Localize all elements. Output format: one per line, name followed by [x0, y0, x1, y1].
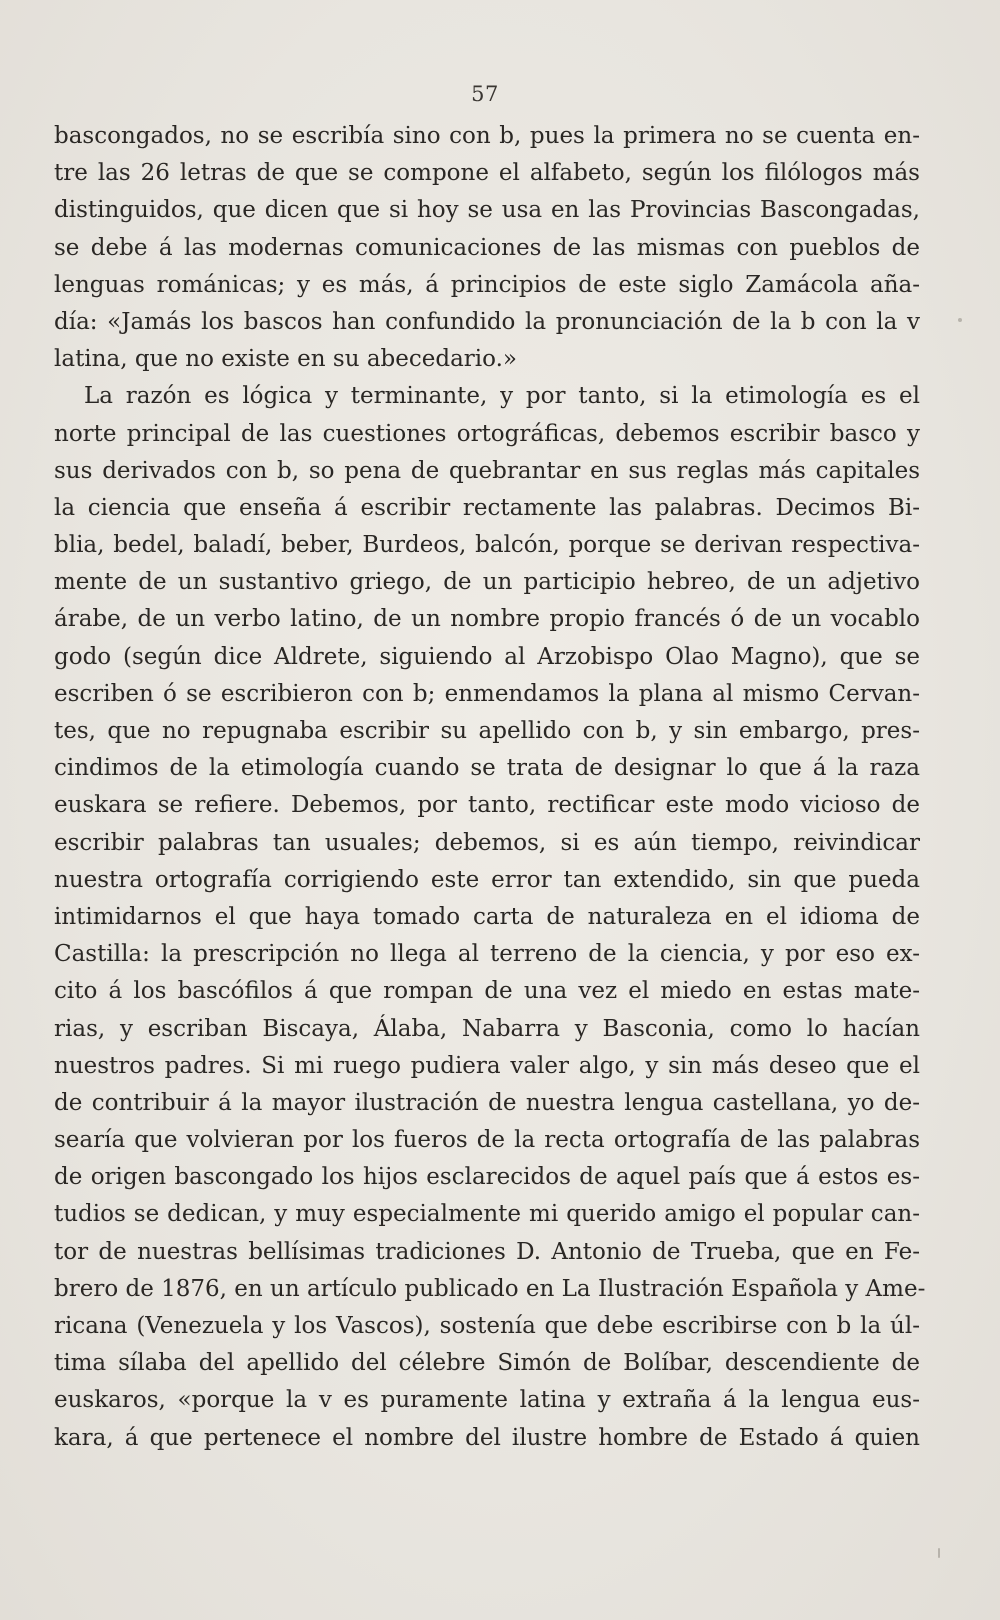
text-line: tima sílaba del apellido del célebre Simón de Bolíbar, descendiente de [54, 1350, 920, 1377]
page-number: 57 [471, 82, 499, 106]
paragraph-end-line: latina, que no existe en su abecedario.» [54, 346, 517, 373]
text-line: cito á los bascófilos á que rompan de una vez el miedo en estas mate- [54, 978, 920, 1005]
text-line: cindimos de la etimología cuando se trata de designar lo que á la raza [54, 755, 920, 782]
text-line: bascongados, no se escribía sino con b, pues la primera no se cuenta en- [54, 123, 920, 149]
paper-speck [958, 318, 962, 322]
text-line: euskaros, «porque la v es puramente latina y extraña á la lengua eus- [54, 1387, 920, 1414]
text-line: intimidarnos el que haya tomado carta de naturaleza en el idioma de [54, 903, 920, 930]
text-line: tes, que no repugnaba escribir su apellido con b, y sin embargo, pres- [54, 718, 920, 744]
text-line: de contribuir á la mayor ilustración de nuestra lengua castellana, yo de- [54, 1089, 920, 1116]
text-line: se debe á las modernas comunicaciones de las mismas con pueblos de [54, 234, 920, 261]
text-line: nuestros padres. Si mi ruego pudiera valer algo, y sin más deseo que el [54, 1052, 920, 1079]
text-line: escriben ó se escribieron con b; enmendamos la plana al mismo Cervan- [54, 680, 920, 707]
text-line: nuestra ortografía corrigiendo este error tan extendido, sin que pueda [54, 866, 920, 893]
text-line: tor de nuestras bellísimas tradiciones D. Antonio de Trueba, que en Fe- [54, 1238, 920, 1265]
text-line: norte principal de las cuestiones ortográficas, debemos escribir basco y [54, 420, 920, 447]
text-line: de origen bascongado los hijos esclarecidos de aquel país que á estos es- [54, 1164, 920, 1191]
text-line: rias, y escriban Biscaya, Álaba, Nabarra y Basconia, como lo hacían [54, 1015, 920, 1042]
text-line: searía que volvieran por los fueros de la recta ortografía de las palabras [54, 1127, 920, 1154]
text-line: distinguidos, que dicen que si hoy se usa en las Provincias Bascongadas, [54, 197, 920, 224]
text-line: la ciencia que enseña á escribir rectamente las palabras. Decimos Bi- [54, 494, 920, 521]
text-line: ricana (Venezuela y los Vascos), sostenía que debe escribirse con b la úl- [54, 1313, 920, 1339]
paper-speck [938, 1548, 940, 1558]
text-line: tudios se dedican, y muy especialmente mi querido amigo el popular can- [54, 1201, 920, 1228]
text-line: brero de 1876, en un artículo publicado en La Ilustración Española y Ame- [54, 1275, 926, 1302]
text-line: blia, bedel, baladí, beber, Burdeos, balcón, porque se derivan respectiva- [54, 532, 920, 559]
paragraph-start-line: La razón es lógica y terminante, y por tanto, si la etimología es el [84, 383, 920, 410]
text-line: tre las 26 letras de que se compone el alfabeto, según los filólogos más [54, 160, 920, 187]
text-line: Castilla: la prescripción no llega al terreno de la ciencia, y por eso ex- [54, 941, 920, 968]
text-line: día: «Jamás los bascos han confundido la pronunciación de la b con la v [54, 308, 920, 335]
text-line: escribir palabras tan usuales; debemos, si es aún tiempo, reivindicar [54, 829, 920, 856]
text-line: kara, á que pertenece el nombre del ilustre hombre de Estado á quien [54, 1424, 920, 1451]
text-line: sus derivados con b, so pena de quebrantar en sus reglas más capitales [54, 457, 920, 484]
body-text [54, 118, 926, 1457]
text-line: mente de un sustantivo griego, de un participio hebreo, de un adjetivo [54, 569, 920, 596]
text-line: lenguas románicas; y es más, á principios de este siglo Zamácola aña- [54, 271, 920, 298]
text-line: euskara se refiere. Debemos, por tanto, rectificar este modo vicioso de [54, 792, 920, 819]
text-line: godo (según dice Aldrete, siguiendo al Arzobispo Olao Magno), que se [54, 643, 920, 670]
text-line: árabe, de un verbo latino, de un nombre propio francés ó de un vocablo [54, 606, 920, 633]
